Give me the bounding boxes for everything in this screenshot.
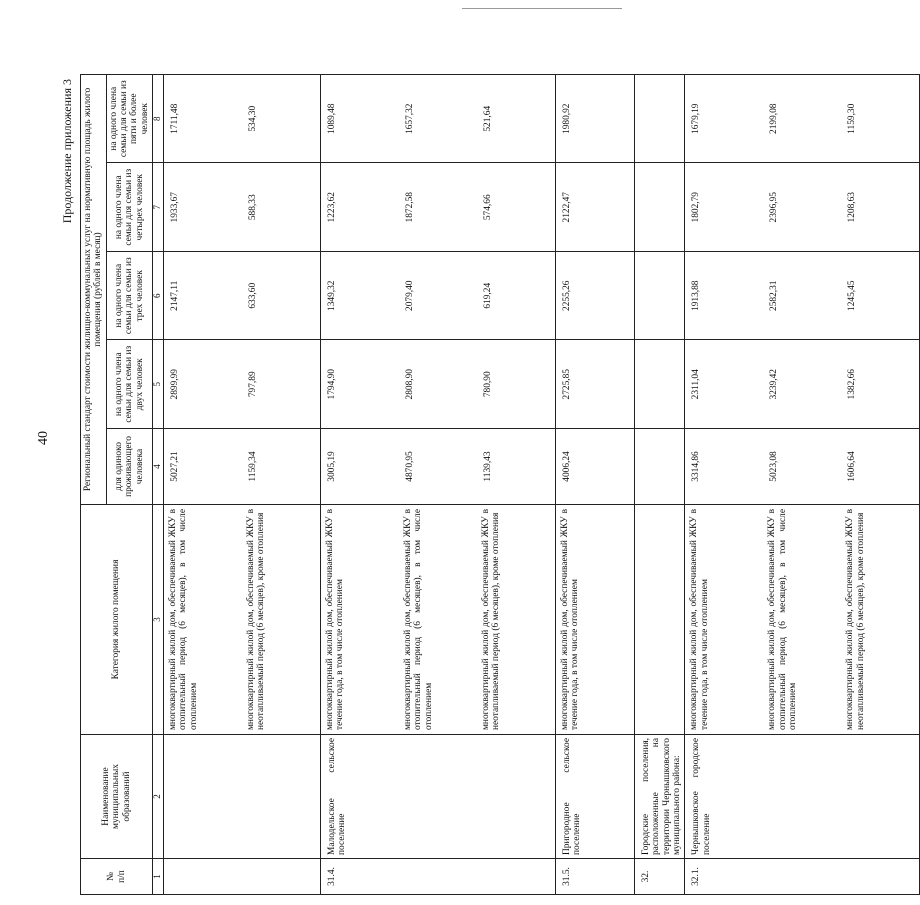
value-cell [164, 340, 321, 429]
table-row [321, 75, 556, 895]
standards-table [80, 74, 920, 895]
table-row [635, 75, 685, 895]
value-cell [685, 75, 920, 164]
table-row [556, 75, 635, 895]
header-sub-4: на одного члена семьи для семьи из четырех человек [106, 163, 152, 252]
rate-value: 3314,86 [691, 451, 702, 482]
rate-value: 797,89 [248, 371, 259, 398]
municipality-name: Пригородное сельское поселение [556, 735, 635, 859]
rate-value: 633,60 [248, 282, 259, 309]
rate-value: 1245,45 [847, 280, 858, 311]
table-body [164, 75, 920, 895]
category-cell [321, 505, 556, 735]
value-cell [556, 340, 635, 429]
rate-value: 1872,58 [405, 192, 416, 223]
value-cell [635, 429, 685, 505]
housing-category: многоквартирный жилой дом, обеспечиваемый ЖКУ в течение года, в том числе отоплением [325, 509, 346, 730]
rate-value: 1208,63 [847, 192, 858, 223]
rate-value: 2079,40 [405, 280, 416, 311]
header-sub-2: на одного члена семьи для семьи из двух человек [106, 340, 152, 429]
rate-value: 1933,67 [170, 192, 181, 223]
housing-category: многоквартирный жилой дом, обеспечиваемый ЖКУ в отопительный период (6 месяцев), в том числе отоплением [767, 509, 799, 730]
rate-value: 2725,85 [562, 369, 573, 400]
rate-value: 1159,34 [248, 451, 259, 482]
rate-value: 2255,26 [562, 280, 573, 311]
municipality-name: Малодельское сельское поселение [321, 735, 556, 859]
housing-category: многоквартирный жилой дом, обеспечиваемый ЖКУ в неотапливаемый период (6 месяцев), кроме отопления [246, 509, 267, 730]
value-cell [556, 429, 635, 505]
rate-value: 1089,48 [327, 103, 338, 134]
municipality-name: Чернышковское городское поселение [685, 735, 920, 859]
header-category: Категория жилого помещения [81, 505, 153, 735]
category-cell [685, 505, 920, 735]
category-cell [164, 505, 321, 735]
value-cell [685, 429, 920, 505]
rate-value: 1139,43 [483, 451, 494, 482]
rate-value: 4870,95 [405, 451, 416, 482]
col-number: 2 [153, 735, 164, 859]
rate-value: 521,64 [483, 105, 494, 132]
housing-category: многоквартирный жилой дом, обеспечиваемый ЖКУ в течение года, в том числе отоплением [560, 509, 581, 730]
rate-value: 1913,88 [691, 280, 702, 311]
rate-value: 2582,31 [769, 280, 780, 311]
value-cell [556, 163, 635, 252]
rate-value: 2396,95 [769, 192, 780, 223]
rate-value: 534,30 [248, 105, 259, 132]
rate-value: 1794,90 [327, 369, 338, 400]
value-cell [164, 163, 321, 252]
col-number: 6 [153, 252, 164, 341]
value-cell [685, 252, 920, 341]
rate-value: 588,33 [248, 194, 259, 221]
row-index: 31.5. [556, 859, 635, 895]
housing-category: многоквартирный жилой дом, обеспечиваемый ЖКУ в неотапливаемый период (6 месяцев), кроме отопления [845, 509, 866, 730]
rate-value: 780,90 [483, 371, 494, 398]
value-cell [321, 252, 556, 341]
rate-value: 1382,66 [847, 369, 858, 400]
page-number: 40 [36, 431, 51, 445]
rate-value: 1606,64 [847, 451, 858, 482]
table-row [164, 75, 321, 895]
rate-value: 619,24 [483, 282, 494, 309]
header-name: Наименование муниципальных образований [81, 735, 153, 859]
rate-value: 5023,08 [769, 451, 780, 482]
value-cell [164, 252, 321, 341]
rate-value: 1679,19 [691, 103, 702, 134]
header-sub-5: на одного члена семьи для семьи из пяти и более человек [106, 75, 152, 164]
housing-category: многоквартирный жилой дом, обеспечиваемый ЖКУ в отопительный период (6 месяцев), в том числе отоплением [168, 509, 199, 730]
housing-category: многоквартирный жилой дом, обеспечиваемый ЖКУ в неотапливаемый период (6 месяцев), кроме отопления [481, 509, 502, 730]
value-cell [635, 252, 685, 341]
rate-value: 5027,21 [170, 451, 181, 482]
rate-value: 3239,42 [769, 369, 780, 400]
rotated-page [60, 75, 866, 895]
rate-value: 1349,32 [327, 280, 338, 311]
municipality-name [164, 735, 321, 859]
rate-value: 2808,90 [405, 369, 416, 400]
value-cell [164, 429, 321, 505]
category-cell [635, 505, 685, 735]
rate-value: 1802,79 [691, 192, 702, 223]
col-number: 1 [153, 859, 164, 895]
continuation-title: Продолжение приложения 3 [60, 79, 74, 224]
rate-value: 2147,11 [170, 280, 181, 311]
rate-value: 2199,08 [769, 103, 780, 134]
value-cell [635, 163, 685, 252]
row-index: 32. [635, 859, 685, 895]
rate-value: 2899,99 [170, 369, 181, 400]
header-standard: Региональный стандарт стоимости жилищно-коммунальных услуг на нормативную площадь жилого помещения (рублей в месяц) [81, 75, 107, 505]
header-index: № п/п [81, 859, 153, 895]
table-row [685, 75, 920, 895]
col-number: 5 [153, 340, 164, 429]
value-cell [321, 340, 556, 429]
header-sub-3: на одного члена семьи для семьи из трех человек [106, 252, 152, 341]
row-index [164, 859, 321, 895]
value-cell [164, 75, 321, 164]
category-cell [556, 505, 635, 735]
rate-value: 2122,47 [562, 192, 573, 223]
value-cell [635, 75, 685, 164]
value-cell [556, 252, 635, 341]
rate-value: 1980,92 [562, 103, 573, 134]
housing-category: многоквартирный жилой дом, обеспечиваемый ЖКУ в отопительный период (6 месяцев), в том числе отоплением [403, 509, 434, 730]
value-cell [685, 163, 920, 252]
col-number: 4 [153, 429, 164, 505]
rate-value: 1657,32 [405, 103, 416, 134]
value-cell [635, 340, 685, 429]
value-cell [685, 340, 920, 429]
value-cell [321, 163, 556, 252]
rate-value: 2311,04 [691, 369, 702, 400]
col-number: 8 [153, 75, 164, 164]
rate-value: 1223,62 [327, 192, 338, 223]
municipality-name: Городские поселения, расположенные на территории Чернышковского муниципального района: [635, 735, 685, 859]
value-cell [321, 429, 556, 505]
value-cell [321, 75, 556, 164]
row-index: 32.1. [685, 859, 920, 895]
value-cell [556, 75, 635, 164]
rate-value: 3005,19 [327, 451, 338, 482]
housing-category: многоквартирный жилой дом, обеспечиваемый ЖКУ в течение года, в том числе отоплением [689, 509, 710, 730]
rate-value: 1711,48 [170, 103, 181, 134]
col-number: 3 [153, 505, 164, 735]
col-number: 7 [153, 163, 164, 252]
rate-value: 4006,24 [562, 451, 573, 482]
rate-value: 1159,30 [847, 103, 858, 134]
header-sub-1: для одиноко проживающего человека [106, 429, 152, 505]
row-index: 31.4. [321, 859, 556, 895]
top-rule [462, 8, 622, 9]
rate-value: 574,66 [483, 194, 494, 221]
